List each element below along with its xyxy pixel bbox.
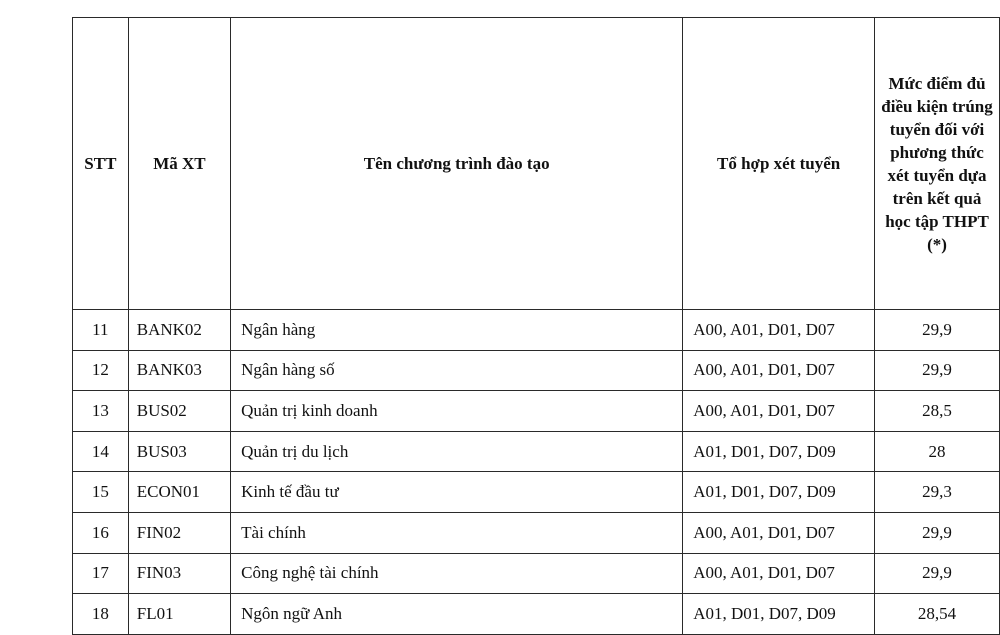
cell-score: 28,54	[875, 594, 1000, 635]
table-row	[73, 594, 1000, 635]
cell-ma-xt: FIN02	[128, 512, 230, 553]
cell-ma-xt: FL01	[128, 594, 230, 635]
cell-program-name: Ngân hàng	[231, 310, 683, 351]
cell-program-name: Ngôn ngữ Anh	[231, 594, 683, 635]
table-row	[73, 350, 1000, 391]
header-subject-combination: Tổ hợp xét tuyển	[683, 18, 875, 310]
table-header	[73, 18, 1000, 310]
header-score-threshold: Mức điểm đủ điều kiện trúng tuyển đối với phương thức xét tuyển dựa trên kết quả học tập THPT (*)	[875, 18, 1000, 310]
cell-program-name: Quản trị kinh doanh	[231, 391, 683, 432]
cell-subject-combination: A00, A01, D01, D07	[683, 391, 875, 432]
header-stt: STT	[73, 18, 129, 310]
cell-program-name: Quản trị du lịch	[231, 431, 683, 472]
table-body	[73, 310, 1000, 635]
cell-program-name: Ngân hàng số	[231, 350, 683, 391]
cell-subject-combination: A00, A01, D01, D07	[683, 512, 875, 553]
cell-subject-combination: A01, D01, D07, D09	[683, 594, 875, 635]
cell-stt: 13	[73, 391, 129, 432]
header-row	[73, 18, 1000, 310]
table-row	[73, 391, 1000, 432]
table-row	[73, 512, 1000, 553]
cell-score: 29,9	[875, 512, 1000, 553]
cell-score: 29,9	[875, 553, 1000, 594]
table-row	[73, 310, 1000, 351]
cell-program-name: Tài chính	[231, 512, 683, 553]
cell-subject-combination: A01, D01, D07, D09	[683, 431, 875, 472]
cell-subject-combination: A00, A01, D01, D07	[683, 310, 875, 351]
cell-score: 29,9	[875, 350, 1000, 391]
cell-stt: 15	[73, 472, 129, 513]
cell-stt: 11	[73, 310, 129, 351]
table-row	[73, 431, 1000, 472]
table-row	[73, 472, 1000, 513]
cell-subject-combination: A00, A01, D01, D07	[683, 553, 875, 594]
cell-stt: 18	[73, 594, 129, 635]
cell-ma-xt: ECON01	[128, 472, 230, 513]
header-ma-xt: Mã XT	[128, 18, 230, 310]
admission-score-table	[72, 17, 1000, 635]
cell-stt: 12	[73, 350, 129, 391]
cell-ma-xt: BANK02	[128, 310, 230, 351]
cell-score: 28	[875, 431, 1000, 472]
table-row	[73, 553, 1000, 594]
cell-ma-xt: BUS02	[128, 391, 230, 432]
cell-program-name: Công nghệ tài chính	[231, 553, 683, 594]
cell-score: 29,9	[875, 310, 1000, 351]
cell-stt: 16	[73, 512, 129, 553]
header-program-name: Tên chương trình đào tạo	[231, 18, 683, 310]
cell-ma-xt: BANK03	[128, 350, 230, 391]
cell-ma-xt: BUS03	[128, 431, 230, 472]
cell-stt: 17	[73, 553, 129, 594]
cell-subject-combination: A00, A01, D01, D07	[683, 350, 875, 391]
cell-score: 28,5	[875, 391, 1000, 432]
cell-program-name: Kinh tế đầu tư	[231, 472, 683, 513]
cell-subject-combination: A01, D01, D07, D09	[683, 472, 875, 513]
cell-ma-xt: FIN03	[128, 553, 230, 594]
cell-stt: 14	[73, 431, 129, 472]
cell-score: 29,3	[875, 472, 1000, 513]
